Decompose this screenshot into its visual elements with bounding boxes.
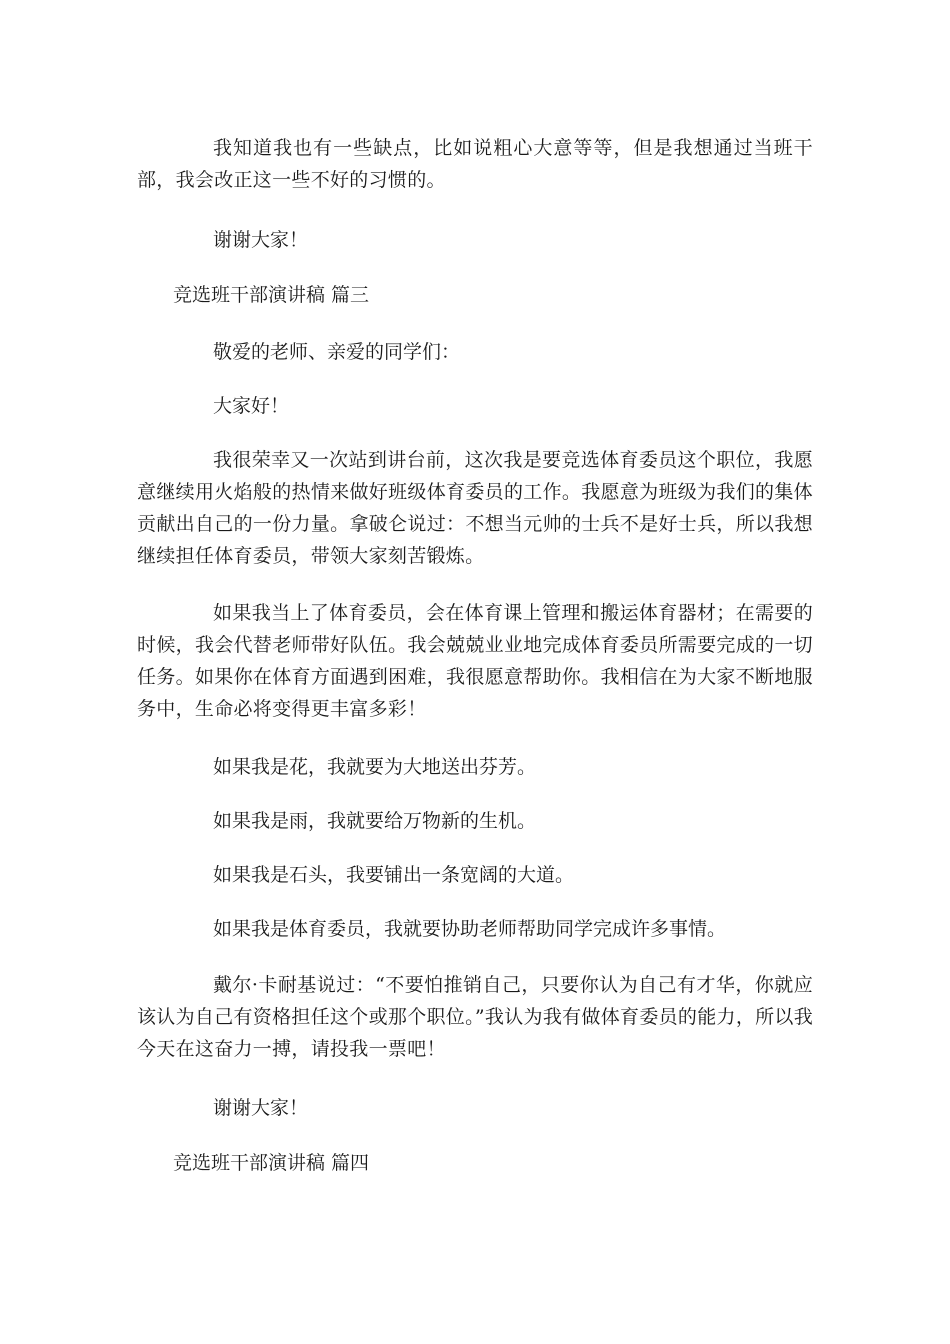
paragraph-introduction: 我很荣幸又一次站到讲台前，这次我是要竞选体育委员这个职位，我愿意继续用火焰般的热情来做好班级体育委员的工作。我愿意为班级为我们的集体贡献出自己的一份力量。拿破仑说过：不想当元帅的士兵不是好士兵，所以我想继续担任体育委员，带领大家刻苦锻炼。 bbox=[137, 449, 813, 567]
paragraph-if-committee: 如果我是体育委员，我就要协助老师帮助同学完成许多事情。 bbox=[213, 918, 727, 940]
paragraph-carnegie-quote: 戴尔·卡耐基说过：“不要怕推销自己，只要你认为自己有才华，你就应该认为自己有资格担任这个或那个职位。”我认为我有做体育委员的能力，所以我今天在这奋力一搏，请投我一票吧！ bbox=[137, 974, 814, 1060]
paragraph-if-stone: 如果我是石头，我要铺出一条宽阔的大道。 bbox=[213, 864, 575, 886]
paragraph-thanks-1: 谢谢大家！ bbox=[213, 229, 309, 251]
paragraph-thanks-2: 谢谢大家！ bbox=[213, 1097, 309, 1119]
paragraph-if-flower: 如果我是花，我就要为大地送出芬芳。 bbox=[213, 756, 537, 778]
paragraph-salutation: 敬爱的老师、亲爱的同学们： bbox=[213, 341, 461, 363]
paragraph-greeting: 大家好！ bbox=[213, 395, 290, 417]
paragraph-duties: 如果我当上了体育委员，会在体育课上管理和搬运体育器材；在需要的时候，我会代替老师带好队伍。我会兢兢业业地完成体育委员所需要完成的一切任务。如果你在体育方面遇到困难，我很愿意帮助你。我相信在为大家不断地服务中，生命必将变得更丰富多彩！ bbox=[137, 602, 813, 720]
section-heading-part-3: 竞选班干部演讲稿 篇三 bbox=[173, 284, 370, 306]
paragraph-if-rain: 如果我是雨，我就要给万物新的生机。 bbox=[213, 810, 537, 832]
paragraph-shortcomings: 我知道我也有一些缺点，比如说粗心大意等等，但是我想通过当班干部，我会改正这一些不好的习惯的。 bbox=[137, 137, 813, 191]
section-heading-part-4: 竞选班干部演讲稿 篇四 bbox=[173, 1152, 370, 1174]
